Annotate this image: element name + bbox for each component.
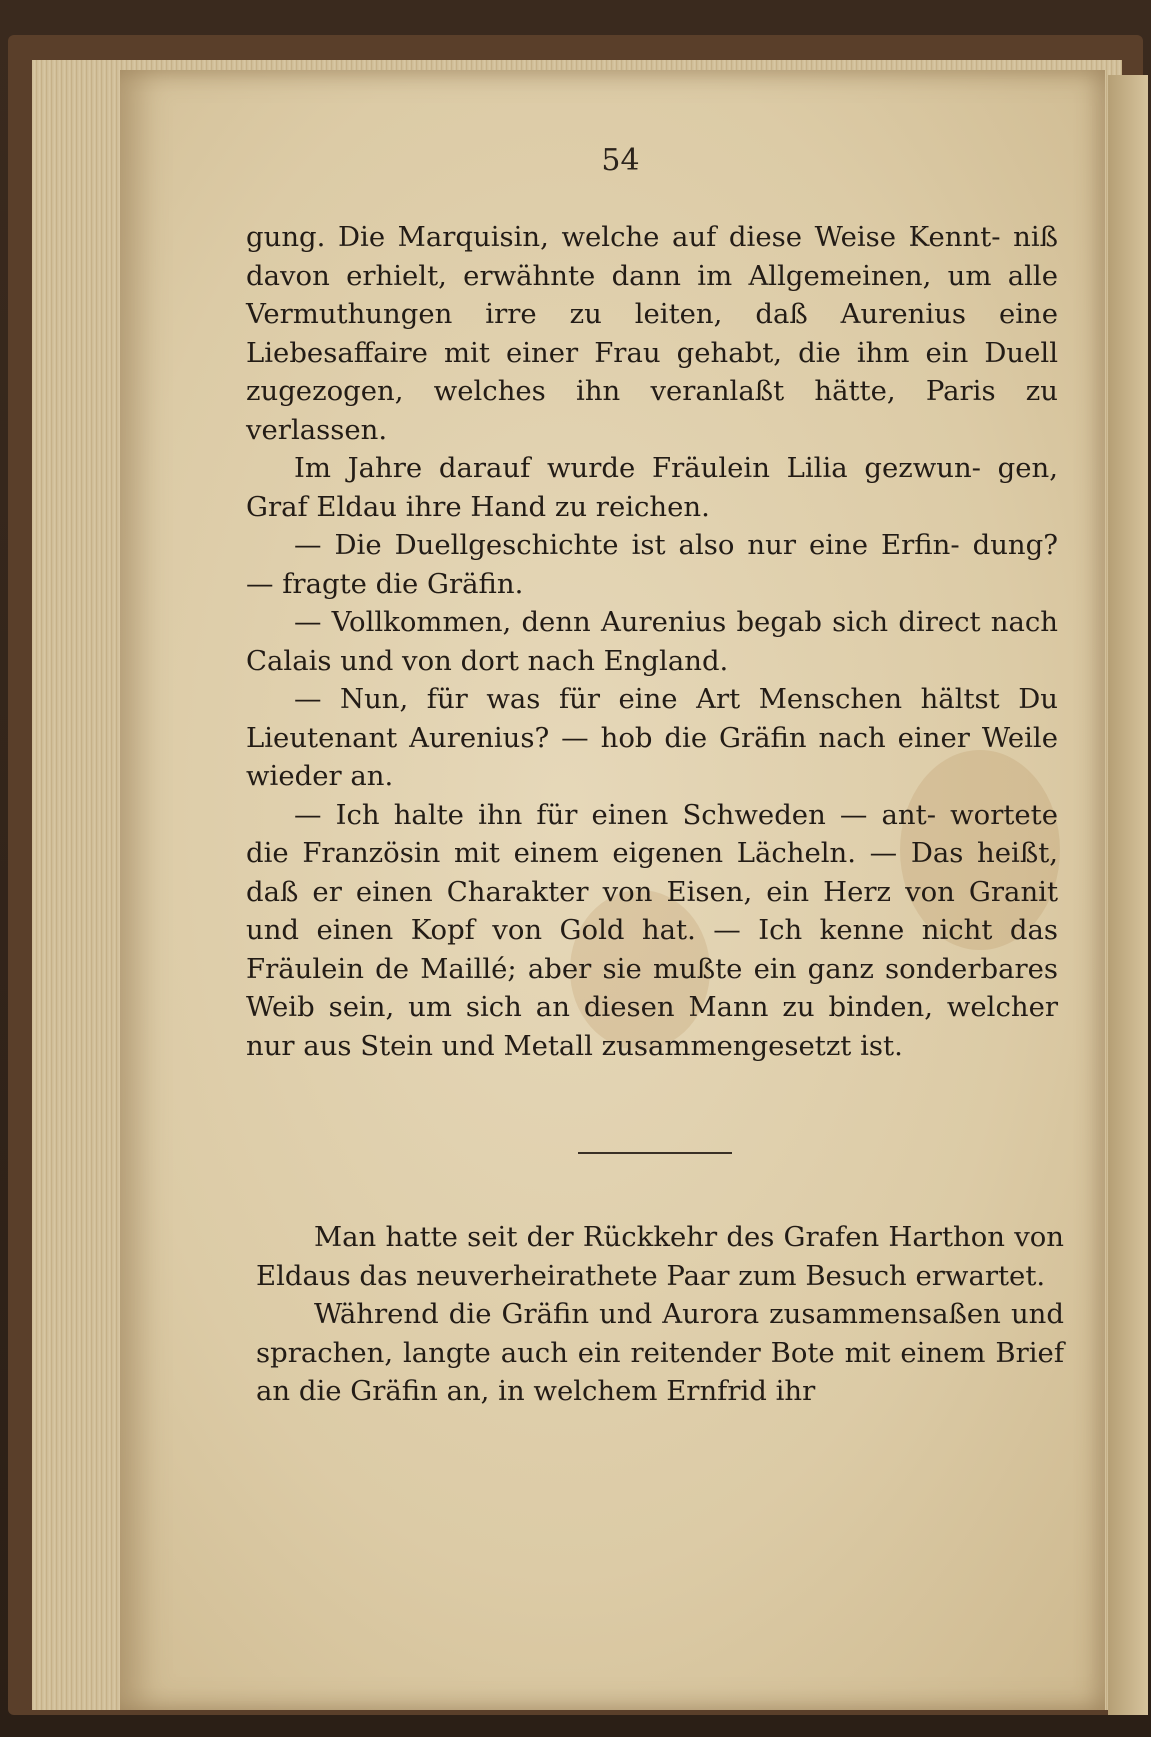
paragraph: — Nun, für was für eine Art Menschen hältst Du Lieutenant Aurenius? — hob die Gräfin nach einer Weile wieder an. (246, 683, 1058, 792)
paragraph: Während die Gräfin und Aurora zusammensaßen und sprachen, langte auch ein reitender Bote mit einem Brief an die Gräfin an, in welchem Ernfrid ihr (256, 1298, 1064, 1407)
paragraph: — Vollkommen, denn Aurenius begab sich direct nach Calais und von dort nach England. (246, 606, 1058, 677)
paragraph: gung. Die Marquisin, welche auf diese Weise Kennt- niß davon erhielt, erwähnte dann im Allgemeinen, um alle Vermuthungen irre zu leiten, daß Aurenius eine Liebesaffaire mit einer Frau gehabt, die ihm ein Duell zugezogen, welches ihn veranlaßt hätte, Paris zu verlassen. (246, 221, 1058, 446)
section-divider (578, 1152, 732, 1154)
paragraph: — Die Duellgeschichte ist also nur eine Erfin- dung? — fragte die Gräfin. (246, 529, 1058, 600)
paragraph: Im Jahre darauf wurde Fräulein Lilia gezwun- gen, Graf Eldau ihre Hand zu reichen. (246, 452, 1058, 523)
paragraph: Man hatte seit der Rückkehr des Grafen Harthon von Eldaus das neuverheirathete Paar zum Besuch erwartet. (256, 1221, 1064, 1292)
page-number-text: 54 (601, 143, 640, 178)
next-page-edge (1108, 75, 1148, 1715)
main-text (246, 218, 1058, 1065)
section-text (256, 1218, 1064, 1411)
page-number (0, 143, 1151, 178)
paragraph: — Ich halte ihn für einen Schweden — ant- wortete die Französin mit einem eigenen Lächeln. — Das heißt, daß er einen Charakter von Eisen, ein Herz von Granit und einen Kopf von Gold hat. — Ich kenne nicht das Fräulein de Maillé; aber sie mußte ein ganz sonderbares Weib sein, um sich an diesen Mann zu binden, welcher nur aus Stein und Metall zusammengesetzt ist. (246, 798, 1058, 1062)
